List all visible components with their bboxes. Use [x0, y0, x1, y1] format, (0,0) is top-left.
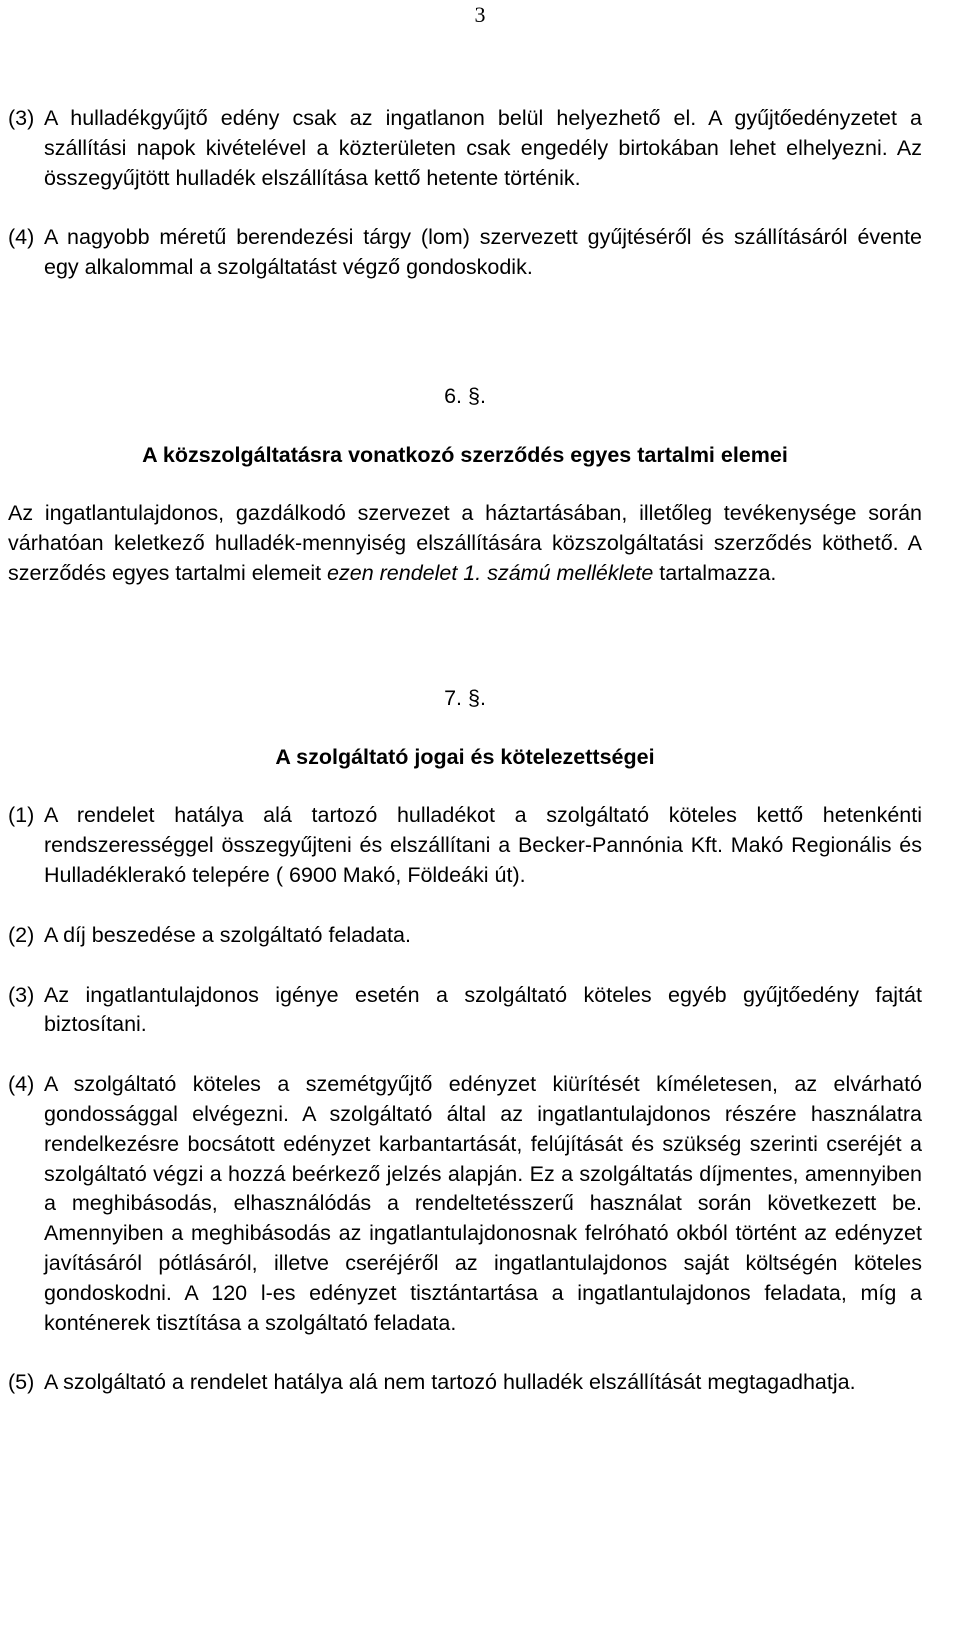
- section-6-text-a: Az ingatlantulajdonos, gazdálkodó szervezet a háztartásában, illetőleg tevékenysége során várhatóan keletkező hulladék-mennyiség elszállítására közszolgáltatási szerződés köthető. A szerződés egyes tartalmi elemeit: [8, 500, 922, 585]
- section-6-text: [8, 499, 922, 588]
- paragraph-7-1: [8, 801, 922, 890]
- paragraph-text: A díj beszedése a szolgáltató feladata.: [44, 922, 411, 947]
- paragraph-number: (3): [8, 106, 35, 130]
- paragraph-7-4: [8, 1070, 922, 1338]
- paragraph-number: (5): [8, 1370, 35, 1395]
- paragraph-7-5: [8, 1368, 922, 1398]
- paragraph-number: (4): [8, 225, 35, 250]
- section-6-title: A közszolgáltatásra vonatkozó szerződés egyes tartalmi elemei: [142, 442, 788, 467]
- paragraph-text: A szolgáltató köteles a szemétgyűjtő edényzet kiürítését kíméletesen, az elvárható gondossággal elvégezni. A szolgáltató által az ingatlantulajdonos részére használatra rendelkezésre bocsátott edényzet karbantartását, felújítását és szükség szerinti cseréjét a szolgáltató végzi a hozzá beérkező jelzés alapján. Ez a szolgáltatás díjmentes, amennyiben a meghibásodás, elhasználódás a rendeltetésszerű használat során következett be. Amennyiben a meghibásodás az ingatlantulajdonosnak felróható okból történt az edényzet javításáról pótlásáról, illetve cseréjéről az ingatlantulajdonos saját költségén köteles gondoskodni. A 120 l-es edényzet tisztántartása a ingatlantulajdonos feladata, míg a konténerek tisztítása a szolgáltató feladata.: [44, 1072, 922, 1335]
- paragraph-text: Az ingatlantulajdonos igénye esetén a szolgáltató köteles egyéb gyűjtőedény fajtát biztosítani.: [44, 982, 922, 1037]
- paragraph-5-4: [8, 223, 922, 283]
- paragraph-number: (3): [8, 982, 35, 1007]
- document-body: [8, 104, 922, 1398]
- paragraph-text: A szolgáltató a rendelet hatálya alá nem tartozó hulladék elszállítását megtagadhatja.: [44, 1370, 856, 1395]
- section-6-text-b: tartalmazza.: [653, 560, 777, 585]
- paragraph-text: A nagyobb méretű berendezési tárgy (lom) szervezett gyűjtéséről és szállításáról évente egy alkalommal a szolgáltatást végző gondoskodik.: [44, 225, 922, 280]
- section-6-number: 6. §.: [444, 383, 486, 408]
- section-6-text-italic: ezen rendelet 1. számú melléklete: [327, 560, 654, 585]
- paragraph-7-3: [8, 981, 922, 1041]
- paragraph-text: A hulladékgyűjtő edény csak az ingatlanon belül helyezhető el. A gyűjtőedényzetet a szállítási napok kivételével a közterületen csak engedély birtokában lehet elhelyezni. Az összegyűjtött hulladék elszállítása kettő hetente történik.: [44, 106, 922, 190]
- paragraph-5-3: [8, 104, 922, 193]
- paragraph-number: (1): [8, 803, 35, 828]
- paragraph-number: (4): [8, 1072, 35, 1097]
- paragraph-text: A rendelet hatálya alá tartozó hulladékot a szolgáltató köteles kettő hetenkénti rendszerességgel összegyűjteni és elszállítani a Becker-Pannónia Kft. Makó Regionális és Hulladéklerakó telepére ( 6900 Makó, Földeáki út).: [44, 803, 922, 887]
- paragraph-7-2: [8, 921, 922, 951]
- paragraph-number: (2): [8, 922, 35, 947]
- page-number: 3: [474, 2, 486, 27]
- section-7-number: 7. §.: [444, 686, 486, 711]
- section-7-title: A szolgáltató jogai és kötelezettségei: [275, 745, 655, 770]
